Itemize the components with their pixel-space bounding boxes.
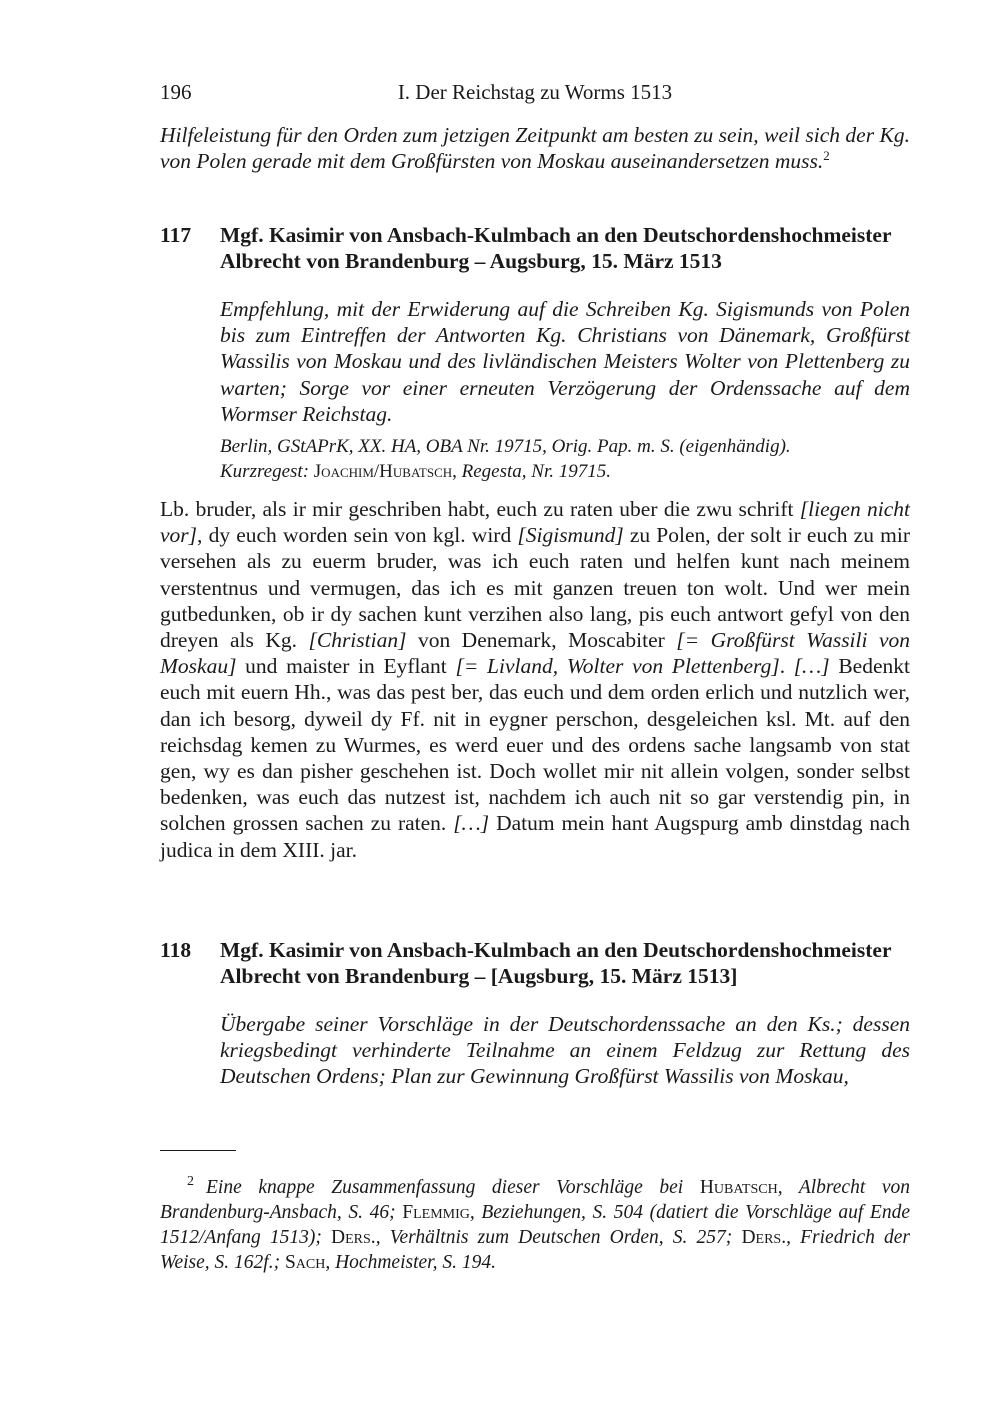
footnote-mark: 2 [187, 1174, 194, 1189]
entry-heading-117 [160, 222, 910, 274]
editorial-note: [= Großfürst Wassili von Moskau] [160, 628, 911, 679]
entry-number: 117 [160, 223, 192, 247]
editorial-note: [liegen nicht vor] [160, 497, 911, 548]
author-name: Joachim/Hubatsch, [313, 461, 457, 482]
editorial-note: [Christian] [308, 628, 407, 653]
carryover-text: Hilfeleistung für den Orden zum jetzigen Zeitpunkt am besten zu sein, weil sich der Kg. von Polen gerade mit dem Großfürsten von Moskau auseinandersetzen muss. [160, 123, 910, 174]
entry-title: Mgf. Kasimir von Ansbach-Kulmbach an den Deutschordenshochmeister Albrecht von Brandenburg – Augsburg, 15. März 1513 [220, 223, 892, 274]
author-name: Ders. [331, 1226, 376, 1248]
footnote-reference[interactable]: 2 [823, 148, 830, 164]
footnote-divider [160, 1150, 236, 1151]
author-name: Sach [284, 1251, 326, 1273]
entry-regest-117: Empfehlung, mit der Erwiderung auf die Schreiben Kg. Sigismunds von Polen bis zum Eintreffen der Antworten Kg. Christians von Dänemark, Großfürst Wassilis von Moskau und des livländischen Meisters Wolter von Plettenberg zu warten; Sorge vor einer erneuten Verzögerung der Ordenssache auf dem Wormser Reichstag. [220, 297, 910, 426]
carryover-paragraph [160, 122, 910, 174]
entry-source-117 [220, 434, 910, 484]
running-title: I. Der Reichstag zu Worms 1513 [397, 80, 673, 104]
author-name: Flemmig [402, 1201, 470, 1223]
entry-title: Mgf. Kasimir von Ansbach-Kulmbach an den Deutschordenshochmeister Albrecht von Brandenburg – [Augsburg, 15. März 1513] [220, 938, 892, 989]
editorial-note: [Sigismund] [517, 523, 624, 548]
page-number: 196 [160, 80, 192, 104]
entry-number: 118 [160, 938, 192, 962]
entry-regest-118: Übergabe seiner Vorschläge in der Deutschordenssache an den Ks.; dessen kriegsbedingt verhinderte Teilnahme an einem Feldzug zur Rettung des Deutschen Ordens; Plan zur Gewinnung Großfürst Wassilis von Moskau, [220, 1012, 910, 1089]
entry-body-117: Lb. bruder, als ir mir geschriben habt, euch zu raten uber die zwu schrift [liegen nicht vor], dy euch worden sein von kgl. wird [Sigismund] zu Polen, der solt ir euch zu mir versehen als zu euerm bruder, was ich euch raten und helfen kunt nach meinem verstentnus und vermugen, das ich es mit ganzen treuen ton wolt. Und wer mein gutbedunken, ob ir dy sachen kunt verzihen also lang, pis euch antwort gefyl von den dreyen als Kg. [Christian] von Denemark, Moscabiter [= Großfürst Wassili von Moskau] und maister in Eyflant [= Livland, Wolter von Plettenberg]. […] Bedenkt euch mit euern Hh., was das pest ber, das euch und dem orden erlich und nutzlich wer, dan ich besorg, dyweil dy Ff. nit in eygner perschon, desgeleichen ksl. Mt. auf den reichsdag kemen zu Wurmes, es werd euer und des ordens sache langsamb von stat gen, wy es dan pisher geschehen ist. Doch wollet mir nit allein volgen, sonder selbst bedenken, was euch das nutzest ist, nachdem ich auch nit so gar verstendig pin, in solchen grossen sachen zu raten. […] Datum mein hant Augspurg amb dinstdag nach judica in dem XIII. jar. [160, 497, 911, 862]
running-head [160, 80, 910, 108]
author-name: Ders. [741, 1226, 787, 1248]
author-name: Hubatsch [699, 1176, 778, 1198]
entry-heading-118 [160, 937, 910, 989]
editorial-ellipsis: […] [453, 811, 490, 836]
source-regest: Kurzregest: Joachim/Hubatsch, Regesta, Nr. 19715. [220, 461, 611, 482]
editorial-note: [= Livland, Wolter von Plettenberg] [455, 654, 780, 679]
editorial-ellipsis: […] [793, 654, 830, 679]
source-archive: Berlin, GStAPrK, XX. HA, OBA Nr. 19715, Orig. Pap. m. S. (eigenhändig). [220, 436, 791, 457]
footnote: $^2$ Eine knappe Zusammenfassung dieser Vorschläge bei Hubatsch, Albrecht von Brandenburg-Ansbach, S. 46; Flemmig, Beziehungen, S. 504 (datiert die Vorschläge auf Ende 1512/Anfang 1513); Ders., Verhältnis zum Deutschen Orden, S. 257; Ders., Friedrich der Weise, S. 162f.; Sach, Hochmeister, S. 194. [160, 1174, 911, 1273]
